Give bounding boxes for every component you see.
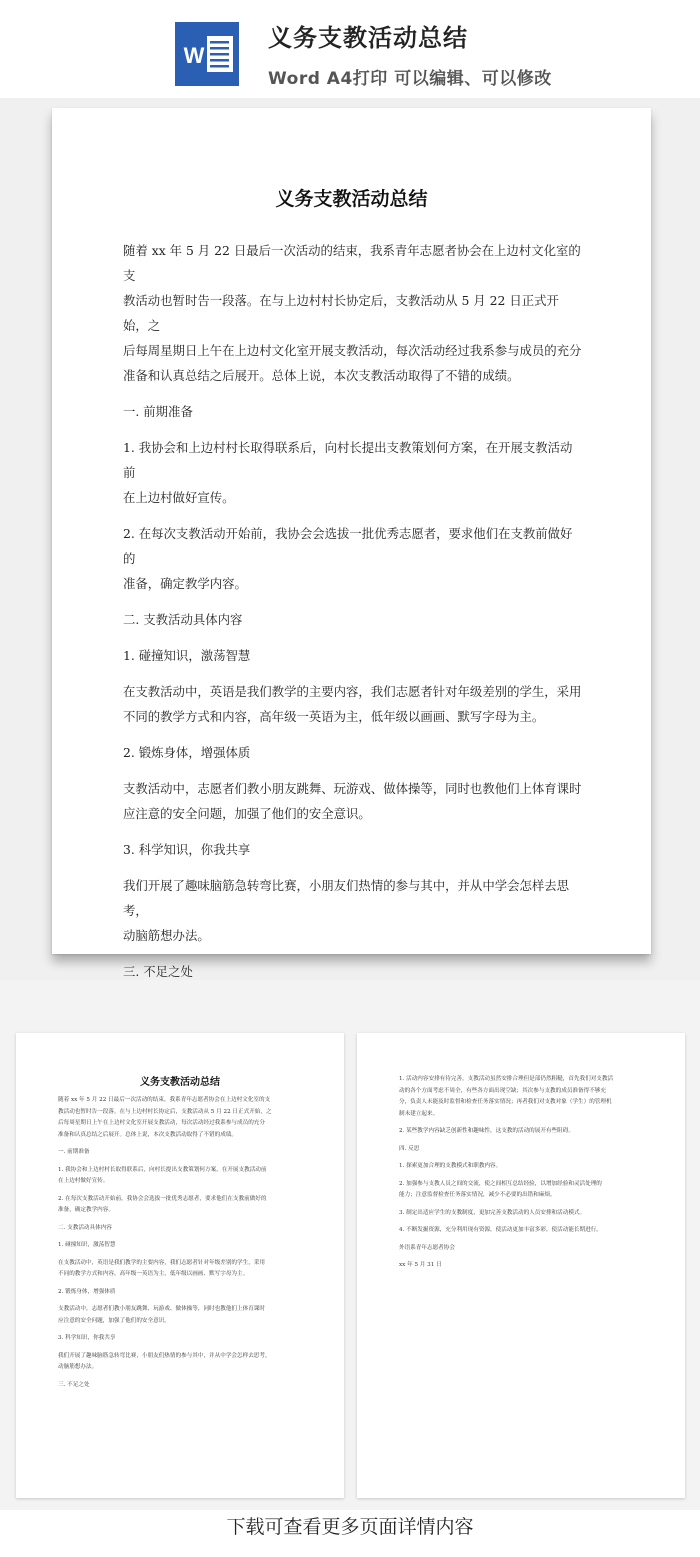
- document-title: 义务支教活动总结: [275, 188, 428, 210]
- text-line: 3. 科学知识，你我共享: [58, 1335, 116, 1341]
- paragraph-spacer: [123, 510, 583, 521]
- text-line: 2. 在每次支教活动开始前，我协会会选拔一批优秀志愿者，要求他们在支教前做好的: [123, 526, 573, 566]
- text-line: 我们开展了趣味脑筋急转弯比赛，小朋友们热情的参与其中，并从中学会怎样去思考，: [58, 1352, 271, 1359]
- thumbnail-title: 义务支教活动总结: [140, 1077, 220, 1088]
- text-line: 我们开展了趣味脑筋急转弯比赛，小朋友们热情的参与其中，并从中学会怎样去思考，: [123, 878, 570, 918]
- paragraph-spacer: [123, 596, 583, 607]
- text-line: 4. 不断发掘资源，充分利用现有资源，使活动更加丰富多彩，使活动能长期进行。: [399, 1227, 602, 1233]
- text-line: 2. 加强参与支教人员之间的交流，使之间相互总结经验，以增加经验和灵活处理的: [399, 1180, 602, 1187]
- text-line: 1. 碰撞知识，激荡智慧: [123, 648, 251, 663]
- header-title: 义务支教活动总结: [268, 24, 468, 52]
- paragraph-spacer: [123, 668, 583, 679]
- text-line: 准备和认真总结之后展开。总体上说，本次支教活动取得了不错的成绩。: [58, 1131, 238, 1138]
- text-line: 准备，确定教学内容。: [123, 576, 247, 591]
- text-line: 3. 制定出适应学生的支教制度，更加完善支教活动的人员安排和活动模式。: [399, 1209, 586, 1216]
- text-line: 应注意的安全问题，加强了他们的安全意识。: [123, 806, 371, 821]
- text-line: 不同的教学方式和内容，高年级一英语为主，低年级以画画、默写字母为主。: [58, 1271, 249, 1277]
- document-body: [123, 238, 583, 984]
- text-line: 1. 我协会和上边村村长取得联系后，向村长提出支教策划何方案，在开展支教活动前: [58, 1166, 267, 1173]
- header-subtitle: Word A4打印 可以编辑、可以修改: [268, 69, 552, 89]
- paragraph-spacer: [123, 632, 583, 643]
- text-line: 1. 探索更加合理的支教模式和职教内容。: [399, 1163, 502, 1169]
- text-line: 三. 不足之处: [123, 964, 193, 979]
- text-line: 动脑筋想办法。: [58, 1364, 98, 1370]
- header-banner: [0, 0, 700, 100]
- thumbnail-page-2[interactable]: [357, 1033, 685, 1498]
- text-line: 一. 前期准备: [123, 404, 193, 419]
- text-line: 在支教活动中，英语是我们教学的主要内容，我们志愿者针对年级差别的学生，采用: [123, 684, 582, 699]
- text-line: 2. 在每次支教活动开始前，我协会会选拔一批优秀志愿者，要求他们在支教前做好的: [58, 1195, 267, 1202]
- text-line: 制未建立起来。: [399, 1110, 439, 1117]
- text-line: 支教活动中，志愿者们教小朋友跳舞、玩游戏、做体操等，同时也教他们上体育课时: [123, 781, 582, 796]
- text-line: 外语系青年志愿者协会: [399, 1244, 455, 1251]
- paragraph-spacer: [123, 729, 583, 740]
- text-line: 准备和认真总结之后展开。总体上说，本次支教活动取得了不错的成绩。: [123, 368, 520, 383]
- text-line: 1. 碰撞知识，激荡智慧: [58, 1242, 116, 1248]
- paragraph-spacer: [123, 765, 583, 776]
- text-line: 在上边村做好宣传。: [123, 490, 235, 505]
- paragraph-spacer: [123, 826, 583, 837]
- text-line: 动的各个方面考虑不周全，有些各方面出现空缺；其次参与支教的成员准备得不够充: [399, 1087, 606, 1094]
- text-line: 2. 锻炼身体，增强体质: [58, 1288, 116, 1295]
- text-line: 动脑筋想办法。: [123, 928, 210, 943]
- text-line: 二. 支教活动具体内容: [123, 612, 243, 627]
- text-line: 支教活动中，志愿者们教小朋友跳舞、玩游戏、做体操等，同时也教他们上体育课时: [58, 1306, 265, 1312]
- text-line: 1. 我协会和上边村村长取得联系后，向村长提出支教策划何方案，在开展支教活动前: [123, 440, 573, 480]
- text-line: 1. 活动内容安排有待完善。支教活动虽然安排合理但是部仍然粗糙，首先我们对支教活: [399, 1076, 614, 1082]
- thumbnail-body: [399, 1074, 649, 1272]
- word-document-icon: [175, 22, 239, 86]
- text-line: 教活动也暂时告一段落。在与上边村村长协定后，支教活动从 5 月 22 日正式开始，之: [123, 293, 559, 333]
- paragraph-spacer: [123, 862, 583, 873]
- paragraph-spacer: [123, 948, 583, 959]
- text-line: 一. 前期准备: [58, 1149, 90, 1155]
- text-line: xx 年 5 月 31 日: [399, 1262, 442, 1268]
- text-line: 教活动也暂时告一段落。在与上边村村长协定后，支教活动从 5 月 22 日正式开始，之: [58, 1108, 272, 1115]
- text-line: 2. 锻炼身体，增强体质: [123, 745, 251, 760]
- text-line: 分，负责人未能及时监督和检查任务落实情况；再者我们对支教对象（学生）的管理机: [399, 1099, 612, 1105]
- text-line: 准备，确定教学内容。: [58, 1207, 114, 1213]
- text-line: 四. 反思: [399, 1145, 420, 1152]
- text-line: 在支教活动中，英语是我们教学的主要内容，我们志愿者针对年级差别的学生，采用: [58, 1259, 265, 1266]
- paragraph-spacer: [123, 424, 583, 435]
- text-line: 后每周星期日上午在上边村文化室开展支教活动，每次活动经过我系参与成员的充分: [58, 1120, 265, 1126]
- download-more-text[interactable]: 下载可查看更多页面详情内容: [226, 1516, 474, 1538]
- text-line: 后每周星期日上午在上边村文化室开展支教活动，每次活动经过我系参与成员的充分: [123, 343, 582, 358]
- text-line: 二. 支教活动具体内容: [58, 1224, 112, 1231]
- text-line: 能力；注意监督检查任务落实情况，减少不必要的出错和麻烦。: [399, 1192, 556, 1198]
- text-line: 随着 xx 年 5 月 22 日最后一次活动的结束，我系青年志愿者协会在上边村文化室的支: [58, 1097, 271, 1103]
- paragraph-spacer: [123, 388, 583, 399]
- logo-letter: W: [183, 43, 205, 68]
- text-line: 3. 科学知识，你我共享: [123, 842, 251, 857]
- text-line: 2. 某些教学内容缺乏创新性和趣味性，这支教的活动的展开有些阻碍。: [399, 1128, 574, 1134]
- thumbnail-page-1[interactable]: [16, 1033, 344, 1498]
- main-document-page: [52, 108, 651, 979]
- text-line: 三. 不足之处: [58, 1381, 90, 1388]
- text-line: 随着 xx 年 5 月 22 日最后一次活动的结束，我系青年志愿者协会在上边村文化室的支: [123, 243, 581, 283]
- thumbnail-body: [58, 1095, 308, 1391]
- text-line: 在上边村做好宣传。: [58, 1178, 109, 1184]
- text-line: 不同的教学方式和内容，高年级一英语为主，低年级以画画、默写字母为主。: [123, 709, 545, 724]
- text-line: 应注意的安全问题，加强了他们的安全意识。: [58, 1317, 170, 1324]
